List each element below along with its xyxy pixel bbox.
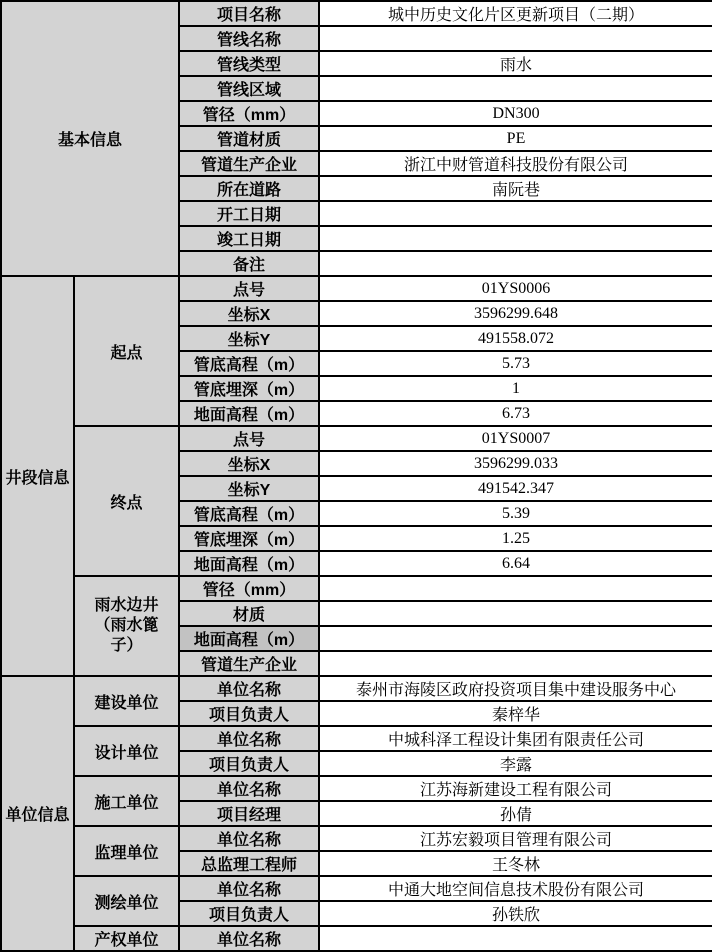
field-label-contractor-unit-name: 单位名称 [179, 776, 319, 801]
field-label-pipeline-name: 管线名称 [179, 26, 319, 51]
field-label-surveying-unit-leader: 项目负责人 [179, 901, 319, 926]
group-label-rain-side-well [74, 576, 179, 676]
table-row [1, 676, 712, 701]
field-label-start-pipe-bottom-elevation: 管底高程（m） [179, 351, 319, 376]
table-row [1, 826, 712, 851]
table-row [1, 576, 712, 601]
field-label-well-manufacturer: 管道生产企业 [179, 651, 319, 676]
field-label-pipe-manufacturer: 管道生产企业 [179, 151, 319, 176]
field-value-pipeline-zone [319, 76, 712, 101]
field-value-construction-unit-leader: 秦梓华 [319, 701, 712, 726]
group-label-supervision-unit: 监理单位 [74, 826, 179, 876]
section-label-basic-info: 基本信息 [1, 1, 179, 276]
field-value-contractor-unit-name: 江苏海新建设工程有限公司 [319, 776, 712, 801]
group-label-end-point: 终点 [74, 426, 179, 576]
field-value-start-coord-y: 491558.072 [319, 326, 712, 351]
field-value-start-ground-elevation: 6.73 [319, 401, 712, 426]
field-label-end-pipe-bottom-depth: 管底埋深（m） [179, 526, 319, 551]
field-value-start-pipe-bottom-depth: 1 [319, 376, 712, 401]
field-label-completion-date: 竣工日期 [179, 226, 319, 251]
field-label-end-point-number: 点号 [179, 426, 319, 451]
field-value-contractor-project-manager: 孙倩 [319, 801, 712, 826]
field-label-construction-unit-leader: 项目负责人 [179, 701, 319, 726]
field-value-start-point-number: 01YS0006 [319, 276, 712, 301]
group-label-start-point: 起点 [74, 276, 179, 426]
field-label-road-name: 所在道路 [179, 176, 319, 201]
field-label-end-pipe-bottom-elevation: 管底高程（m） [179, 501, 319, 526]
table-row [1, 726, 712, 751]
field-label-contractor-project-manager: 项目经理 [179, 801, 319, 826]
field-label-pipe-diameter: 管径（mm） [179, 101, 319, 126]
table-row [1, 1, 712, 26]
field-value-end-pipe-bottom-elevation: 5.39 [319, 501, 712, 526]
field-label-chief-supervision-engineer: 总监理工程师 [179, 851, 319, 876]
field-value-end-point-number: 01YS0007 [319, 426, 712, 451]
field-value-road-name: 南阮巷 [319, 176, 712, 201]
field-value-pipe-diameter: DN300 [319, 101, 712, 126]
field-value-pipe-manufacturer: 浙江中财管道科技股份有限公司 [319, 151, 712, 176]
field-value-end-coord-y: 491542.347 [319, 476, 712, 501]
group-label-design-unit: 设计单位 [74, 726, 179, 776]
field-value-surveying-unit-leader: 孙铁欣 [319, 901, 712, 926]
group-label-construction-unit: 建设单位 [74, 676, 179, 726]
field-label-ownership-unit-name: 单位名称 [179, 926, 319, 951]
field-value-surveying-unit-name: 中通大地空间信息技术股份有限公司 [319, 876, 712, 901]
table-row [1, 426, 712, 451]
group-label-surveying-unit: 测绘单位 [74, 876, 179, 926]
field-label-start-point-number: 点号 [179, 276, 319, 301]
table-row [1, 776, 712, 801]
section-label-well-segment-info: 井段信息 [1, 276, 74, 676]
group-label-contractor-unit: 施工单位 [74, 776, 179, 826]
field-label-well-ground-elevation: 地面高程（m） [179, 626, 319, 651]
field-label-pipe-material: 管道材质 [179, 126, 319, 151]
field-value-end-pipe-bottom-depth: 1.25 [319, 526, 712, 551]
field-label-design-unit-leader: 项目负责人 [179, 751, 319, 776]
field-label-surveying-unit-name: 单位名称 [179, 876, 319, 901]
field-label-start-pipe-bottom-depth: 管底埋深（m） [179, 376, 319, 401]
field-value-well-material [319, 601, 712, 626]
field-value-well-ground-elevation [319, 626, 712, 651]
field-label-start-coord-x: 坐标X [179, 301, 319, 326]
field-label-design-unit-name: 单位名称 [179, 726, 319, 751]
section-label-unit-info: 单位信息 [1, 676, 74, 951]
group-label-ownership-unit: 产权单位 [74, 926, 179, 951]
field-label-end-ground-elevation: 地面高程（m） [179, 551, 319, 576]
field-label-end-coord-y: 坐标Y [179, 476, 319, 501]
field-value-remarks [319, 251, 712, 276]
field-label-start-ground-elevation: 地面高程（m） [179, 401, 319, 426]
field-label-end-coord-x: 坐标X [179, 451, 319, 476]
field-value-end-ground-elevation: 6.64 [319, 551, 712, 576]
field-value-start-date [319, 201, 712, 226]
field-label-remarks: 备注 [179, 251, 319, 276]
field-label-pipeline-zone: 管线区域 [179, 76, 319, 101]
field-value-well-manufacturer [319, 651, 712, 676]
field-value-pipeline-name [319, 26, 712, 51]
field-value-design-unit-name: 中城科泽工程设计集团有限责任公司 [319, 726, 712, 751]
field-label-start-coord-y: 坐标Y [179, 326, 319, 351]
table-row [1, 926, 712, 951]
field-value-ownership-unit-name [319, 926, 712, 951]
table-row [1, 276, 712, 301]
field-value-supervision-unit-name: 江苏宏毅项目管理有限公司 [319, 826, 712, 851]
field-value-pipeline-type: 雨水 [319, 51, 712, 76]
field-value-end-coord-x: 3596299.033 [319, 451, 712, 476]
field-label-project-name: 项目名称 [179, 1, 319, 26]
field-label-well-material: 材质 [179, 601, 319, 626]
field-label-supervision-unit-name: 单位名称 [179, 826, 319, 851]
field-value-project-name: 城中历史文化片区更新项目（二期） [319, 1, 712, 26]
field-value-chief-supervision-engineer: 王冬林 [319, 851, 712, 876]
field-label-start-date: 开工日期 [179, 201, 319, 226]
field-value-completion-date [319, 226, 712, 251]
field-value-design-unit-leader: 李露 [319, 751, 712, 776]
field-value-pipe-material: PE [319, 126, 712, 151]
group-label-rain-side-well-text: 雨水边井（雨水篦子） [94, 597, 159, 654]
field-label-well-pipe-diameter: 管径（mm） [179, 576, 319, 601]
field-value-start-coord-x: 3596299.648 [319, 301, 712, 326]
field-label-construction-unit-name: 单位名称 [179, 676, 319, 701]
field-value-well-pipe-diameter [319, 576, 712, 601]
field-label-pipeline-type: 管线类型 [179, 51, 319, 76]
field-value-construction-unit-name: 泰州市海陵区政府投资项目集中建设服务中心 [319, 676, 712, 701]
table-row [1, 876, 712, 901]
field-value-start-pipe-bottom-elevation: 5.73 [319, 351, 712, 376]
